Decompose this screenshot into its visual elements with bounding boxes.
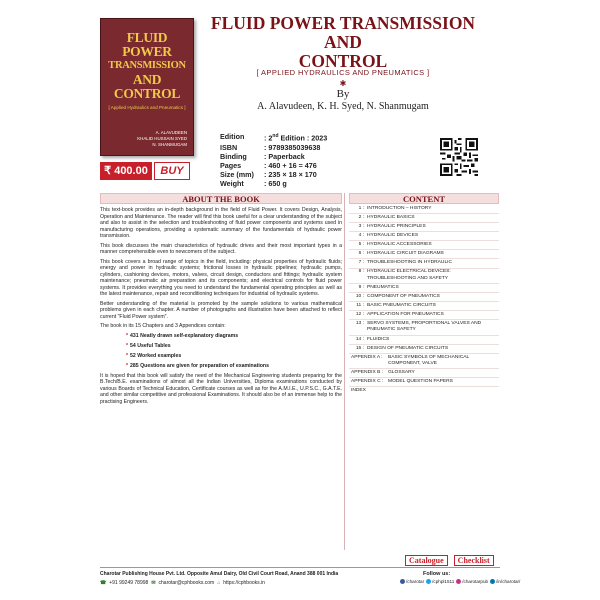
bullet-text: 54 Useful Tables [130, 342, 171, 349]
star-icon: ✱ [339, 79, 347, 88]
by-label: By [336, 88, 350, 100]
instagram-link[interactable] [456, 579, 488, 584]
web-icon: ⌂ [217, 580, 221, 586]
list-item [349, 205, 499, 214]
spec-value: : 2nd Edition : 2023 [264, 133, 328, 143]
spec-value: : 235 × 18 × 170 [264, 170, 317, 180]
appendix-title: BASIC SYMBOLS OF MECHANICAL COMPONENT, VALVE [388, 354, 470, 366]
about-paragraph: The book in its 15 Chapters and 3 Appendices contain: [100, 323, 226, 329]
chapter-title: COMPONENT OF PNEUMATICS [367, 293, 440, 299]
appendix-title: MODEL QUESTION PAPERS [388, 379, 453, 385]
list-item [349, 259, 499, 268]
chapter-number: 3 : [358, 224, 364, 230]
price-tag: ₹ 400.00 [100, 162, 152, 180]
list-item [349, 284, 499, 293]
chapter-title: HYDRAULIC ELECTRICAL DEVICES: TROUBLESHOOTING AND SAFETY [367, 269, 451, 281]
list-item [349, 336, 499, 345]
chapter-number: 4 : [358, 233, 364, 239]
chapter-title: APPLICATION FOR PNEUMATICS [367, 312, 444, 318]
list-item [349, 241, 499, 250]
appendix-number: APPENDIX A : [351, 354, 383, 360]
about-paragraph: It is hoped that this book will satisfy the need of the Mechanical Engineering students preparing for the B.Tech/B.E. examinations of almost all the Indian Universities, Diploma examinations conducted by various Boards of Technical Education, Certificate courses as well as for the A.M.I.E., U.P.S.C., G.A.T.E. and other similar competitive and professional Examinations. It should also be of an immense help to the practising Engineers. [100, 372, 342, 405]
website-link[interactable]: https://cphbooks.in [223, 580, 265, 586]
instagram-icon [456, 579, 461, 584]
social-handle: /charotarpub [462, 579, 489, 584]
about-bullet [100, 353, 342, 360]
spec-key: Binding [220, 151, 247, 161]
list-item [349, 387, 499, 395]
list-item [349, 232, 499, 241]
spec-row [220, 143, 327, 152]
bullet-icon: * [126, 332, 129, 339]
chapter-title: HYDRAULIC ACCESSORIES [367, 242, 432, 248]
column-divider [344, 193, 345, 550]
cover-title-line: TRANSMISSION [108, 60, 186, 71]
chapter-number: 15 : [355, 345, 364, 351]
about-paragraph: This book discusses the main characteristics of hydraulic drives and their most important types in a manner comprehensible even to newcomers of the subject. [100, 242, 342, 255]
cover-authors [101, 130, 193, 148]
chapter-title: DESIGN OF PNEUMATIC CIRCUITS [367, 345, 449, 351]
spec-key: Weight [220, 179, 244, 189]
about-paragraph: This book covers a broad range of topics in the field, including: physical properties of hydraulic fluids; energy and power in hydraulic systems; frictional losses in hydraulic pipelines; hydraulic pumps, cylinders, cushioning devices, motors, valves, circuit design, conductors and fittings; hydraulic system maintenance; pneumatic air preparation and its components; and electrical controls for fluid power systems. It provides everything you need to understand the fundamental operating principles as well as the latest maintenance, repair and reconditioning techniques for industrial oil hydraulic systems. [100, 258, 342, 297]
facebook-icon [400, 579, 405, 584]
about-paragraph: This text-book provides an in-depth background in the field of Fluid Power. It covers Design, Analysis, Operation and Maintenance. The reader will find this book useful for a clear understanding of the subject and also to assist in the selection and troubleshooting of fluid power components and systems used in manufacturing operations, providing a systematic summary of the fundamentals of hydraulic power transmission. [100, 207, 342, 239]
linkedin-link[interactable] [490, 579, 520, 584]
social-handle: /in/charotar/ [496, 579, 521, 584]
cover-title-line: FLUID [126, 30, 168, 45]
cover-author: N. SHANMUGAM [152, 142, 187, 147]
chapter-title: HYDRAULIC PRINCIPLES [367, 224, 426, 230]
twitter-link[interactable] [426, 579, 454, 584]
chapter-number: 10 : [355, 293, 364, 299]
list-item [349, 320, 499, 335]
about-bullet [100, 363, 342, 370]
cover-author: A. ALAVUDEEN [155, 130, 187, 135]
chapter-title: SERVO SYSTEMS, PROPORTIONAL VALVES AND PNEUMATIC SAFETY [367, 321, 482, 333]
book-authors: A. Alavudeen, K. H. Syed, N. Shanmugam [257, 101, 429, 112]
whatsapp-icon: ☎ [100, 580, 107, 586]
bullet-icon: * [126, 352, 129, 359]
spec-row [220, 170, 327, 179]
list-item [349, 293, 499, 302]
book-title-line: FLUID POWER TRANSMISSION [210, 13, 476, 33]
social-links [400, 579, 521, 584]
book-subtitle: [ APPLIED HYDRAULICS AND PNEUMATICS ] [256, 68, 430, 77]
list-item [349, 369, 499, 378]
spec-row [220, 179, 327, 188]
spec-value: : 9789385039638 [264, 142, 321, 152]
about-heading: ABOUT THE BOOK [100, 193, 342, 204]
footer-divider [100, 567, 500, 568]
chapter-title: HYDRAULIC CIRCUIT DIAGRAMS [367, 251, 444, 257]
bullet-text: 431 Neatly drawn self-explanatory diagrams [130, 332, 239, 339]
index-title: INDEX [351, 388, 366, 394]
linkedin-icon [490, 579, 495, 584]
about-bullet [100, 333, 342, 340]
chapter-number: 14 : [355, 336, 364, 342]
bullet-icon: * [126, 362, 129, 369]
spec-row [220, 152, 327, 161]
cover-author: KHALID HUSSAIN SYED [137, 136, 187, 141]
chapter-title: HYDRAULIC DEVICES [367, 233, 419, 239]
chapter-number: 12 : [355, 312, 364, 318]
follow-label: Follow us: [423, 571, 451, 577]
catalogue-button[interactable]: Catalogue [405, 555, 448, 566]
cover-title-line: AND [132, 72, 162, 87]
qr-code-icon[interactable] [440, 138, 478, 176]
appendix-title: GLOSSARY [388, 370, 415, 376]
chapter-number: 6 : [358, 251, 364, 257]
about-bullet [100, 343, 342, 350]
social-handle: /cphpl1511 [432, 579, 455, 584]
price-row [100, 162, 190, 180]
bullet-icon: * [126, 342, 129, 349]
chapter-title: BASIC PNEUMATIC CIRCUITS [367, 302, 436, 308]
list-item [349, 311, 499, 320]
cover-title-line: POWER [122, 44, 172, 59]
social-handle: /charotar [406, 579, 425, 584]
about-text [100, 207, 342, 408]
list-item [349, 214, 499, 223]
chapter-title: TROUBLESHOOTING IN HYDRAULIC [367, 260, 453, 266]
spec-key: Size (mm) [220, 170, 254, 180]
facebook-link[interactable] [400, 579, 424, 584]
twitter-icon [426, 579, 431, 584]
appendix-number: APPENDIX B : [351, 370, 384, 376]
checklist-button[interactable]: Checklist [454, 555, 494, 566]
chapter-number: 13 : [355, 321, 364, 327]
list-item [349, 250, 499, 259]
contact-row [100, 580, 410, 586]
content-list [349, 205, 499, 395]
spec-value: : Paperback [264, 151, 305, 161]
bullet-text: 52 Worked examples [130, 352, 182, 359]
buy-button[interactable]: BUY [154, 162, 190, 180]
spec-key: Pages [220, 161, 242, 170]
list-item [349, 345, 499, 354]
email-icon: ✉ [151, 580, 156, 586]
phone-number[interactable]: +91 99249 78998 [109, 580, 149, 586]
chapter-number: 1 : [358, 205, 364, 211]
chapter-title: PNEUMATICS [367, 284, 399, 290]
list-item [349, 354, 499, 369]
book-title-line: CONTROL [298, 51, 388, 71]
chapter-title: FLUIDICS [367, 336, 390, 342]
spec-value: : 650 g [264, 179, 287, 189]
spec-key: ISBN [220, 142, 238, 152]
book-specs [220, 132, 327, 189]
spec-row [220, 161, 327, 170]
cover-title-line: CONTROL [113, 86, 181, 101]
spec-value: : 460 + 16 = 476 [264, 161, 317, 170]
content-heading: CONTENT [349, 193, 499, 204]
chapter-number: 7 : [358, 260, 364, 266]
chapter-number: 2 : [358, 214, 364, 220]
list-item [349, 378, 499, 387]
catalogue-links [405, 555, 494, 566]
appendix-number: APPENDIX C : [351, 379, 384, 385]
book-cover[interactable] [100, 18, 194, 156]
cover-subtitle: [ Applied Hydraulics and Pneumatics ] [108, 105, 186, 110]
publisher-address: Charotar Publishing House Pvt. Ltd. Opposite Amul Dairy, Old Civil Court Road, Anand 388 001 India [100, 571, 339, 577]
chapter-title: HYDRAULIC BASICS [367, 214, 415, 220]
cover-title [101, 31, 193, 101]
book-title-line: AND [324, 32, 362, 52]
list-item [349, 302, 499, 311]
spec-key: Edition [220, 132, 245, 141]
chapter-title: INTRODUCTION – HISTORY [367, 205, 432, 211]
chapter-number: 5 : [358, 242, 364, 248]
bullet-text: 285 Questions are given for preparation of examinations [130, 362, 269, 369]
list-item [349, 269, 499, 284]
chapter-number: 9 : [358, 284, 364, 290]
book-title [200, 14, 486, 71]
chapter-number: 8 : [358, 269, 364, 275]
email-link[interactable]: charotar@cphbooks.com [158, 580, 215, 586]
about-paragraph: Better understanding of the material is promoted by the sample solutions to various mathematical problems given in each chapter. A number of photographs and illustration have been attached to reflect current "Fluid Power system". [100, 300, 342, 320]
list-item [349, 223, 499, 232]
spec-row [220, 132, 327, 143]
chapter-number: 11 : [356, 302, 364, 308]
